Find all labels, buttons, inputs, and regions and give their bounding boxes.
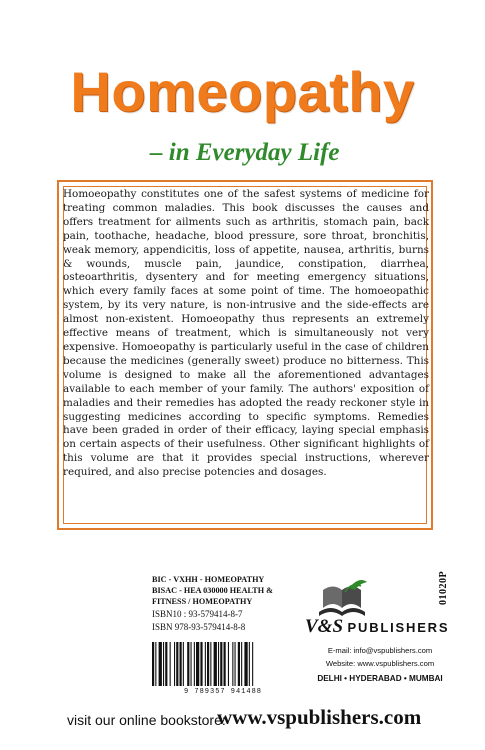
book-subtitle: – in Everyday Life (150, 139, 340, 166)
book-description: Homoeopathy constitutes one of the safest systems of medicine for treating common maladies. This book discusses the causes and offers treatment for ailments such as arthritis, stomach pain, back pain, toothache, headache, blood pressure, sore throat, bronchitis, weak memory, appendicitis, loss of appetite, nausea, arthritis, burns & wounds, muscle pain, jaundice, constipation, diarrhea, osteoarthritis, dysentery and for meeting emergency situations, which every family faces at some point of time. The homoeopathic system, by its very nature, is non-intrusive and the side-effects are almost non-existent. Homoeopathy thus represents an extremely effective means of treatment, which is simultaneously not very expensive. Homoeopathy is particularly useful in the case of children because the medicines (generally sweet) produce no bitterness. This volume is designed to make all the aforementioned advantages available to each member of your family. The authors' exposition of maladies and their remedies has adopted the ready reckoner style in suggesting medicines according to specific symptoms. Remedies have been graded in order of their efficacy, laying special emphasis on certain aspects of their usefulness. Other significant highlights of this volume are that it provides special instructions, wherever required, and also precise potencies and dosages. (63, 188, 429, 479)
barcode-bar (176, 642, 178, 686)
subject-codes (152, 574, 302, 607)
barcode-bar (232, 642, 233, 686)
isbn-13: ISBN 978-93-579414-8-8 (152, 622, 246, 632)
barcode-bar (220, 642, 222, 686)
barcode-bar (187, 642, 189, 686)
barcode-bar (159, 642, 162, 686)
isbn-10: ISBN10 : 93-579414-8-7 (152, 609, 243, 619)
barcode-bar (210, 642, 211, 686)
barcode-number: 9 789357 941488 (183, 688, 262, 696)
barcode-bar (207, 642, 209, 686)
barcode-bar (241, 642, 242, 686)
barcode-bar (196, 642, 199, 686)
barcode-bar (174, 642, 175, 686)
barcode-bar (170, 642, 171, 686)
publisher-brand (305, 616, 455, 638)
footer-url[interactable]: www.vspublishers.com (217, 705, 422, 729)
barcode-bar (152, 642, 154, 686)
barcode-bar (163, 642, 164, 686)
barcode-bar (224, 642, 226, 686)
barcode-bar (155, 642, 156, 686)
footer-label: visit our online bookstore: (67, 712, 226, 728)
barcode-bar (200, 642, 202, 686)
barcode-bar (252, 642, 253, 686)
barcode-bar (183, 642, 184, 686)
brand-vs: V&S (305, 616, 344, 637)
barcode-bar (238, 642, 240, 686)
barcode-bar (244, 642, 247, 686)
catalog-code: 01020P (438, 570, 449, 605)
publisher-email: E-mail: info@vspublishers.com (327, 646, 433, 655)
publisher-website: Website: www.vspublishers.com (325, 659, 435, 668)
barcode-bar (249, 642, 250, 686)
brand-publishers: PUBLISHERS (347, 620, 450, 635)
open-book-logo-icon (315, 578, 369, 620)
barcode-bar (194, 642, 195, 686)
barcode-bar (218, 642, 219, 686)
barcode-bar (165, 642, 167, 686)
barcode-bar (180, 642, 182, 686)
bic-code: BIC - VXHH - HOMEOPATHY (152, 575, 265, 584)
bisac-code-line-2: FITNESS / HOMEOPATHY (152, 597, 253, 606)
barcode-bar (214, 642, 217, 686)
book-title: Homeopathy (70, 60, 415, 123)
publisher-cities: DELHI • HYDERABAD • MUMBAI (317, 674, 443, 683)
barcode-bar (191, 642, 192, 686)
barcode-bar (205, 642, 206, 686)
barcode-bar (235, 642, 236, 686)
bisac-code-line-1: BISAC - HEA 030000 HEALTH & (152, 586, 273, 595)
barcode-bar (228, 642, 229, 686)
barcode (150, 642, 296, 686)
